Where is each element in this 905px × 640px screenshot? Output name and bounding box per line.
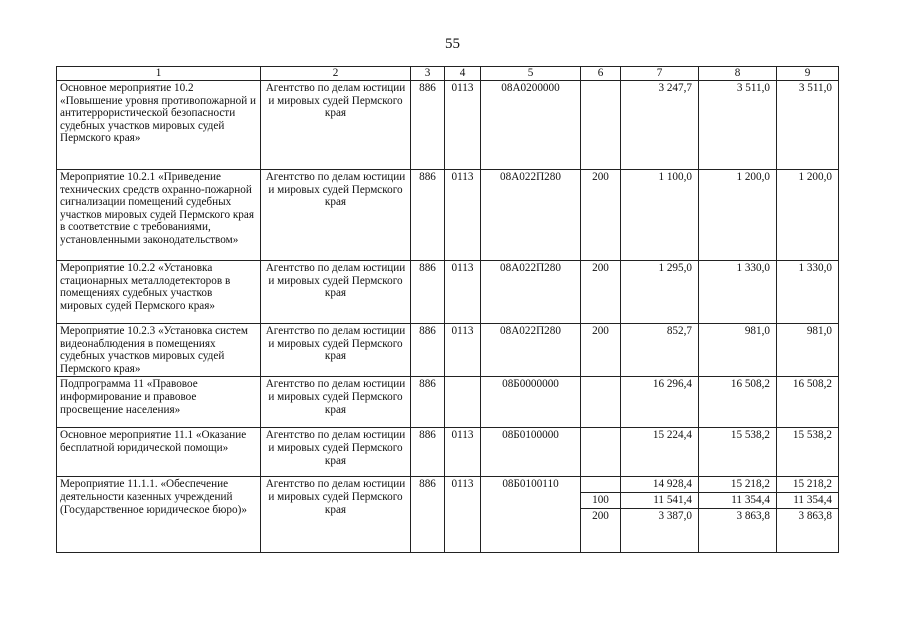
value-col8: 16 508,2 [699,377,777,428]
value-col7: 3 387,0 [621,508,699,552]
section-code: 0113 [445,261,481,324]
column-header: 3 [411,67,445,81]
value-col7: 15 224,4 [621,428,699,477]
csr-code: 08А0200000 [481,81,581,170]
grbs-code: 886 [411,81,445,170]
value-col9: 11 354,4 [777,492,839,508]
value-col9: 1 200,0 [777,170,839,261]
value-col8: 1 330,0 [699,261,777,324]
budget-table [56,66,839,553]
value-col7: 1 295,0 [621,261,699,324]
section-code: 0113 [445,170,481,261]
vr-code: 100 [581,492,621,508]
csr-code: 08Б0000000 [481,377,581,428]
value-col9: 15 538,2 [777,428,839,477]
value-col9: 3 863,8 [777,508,839,552]
grbs-code: 886 [411,324,445,377]
value-col8: 3 863,8 [699,508,777,552]
vr-code: 200 [581,508,621,552]
agency: Агентство по делам юстиции и мировых судей Пермского края [261,477,411,552]
value-col7: 14 928,4 [621,477,699,493]
table-row [57,81,839,170]
value-col9: 16 508,2 [777,377,839,428]
page-number: 55 [445,36,460,52]
column-header: 5 [481,67,581,81]
agency: Агентство по делам юстиции и мировых судей Пермского края [261,261,411,324]
column-header: 1 [57,67,261,81]
vr-code: 200 [581,261,621,324]
vr-code [581,81,621,170]
agency: Агентство по делам юстиции и мировых судей Пермского края [261,428,411,477]
value-col8: 15 218,2 [699,477,777,493]
table-row [57,170,839,261]
agency: Агентство по делам юстиции и мировых судей Пермского края [261,377,411,428]
grbs-code: 886 [411,477,445,552]
csr-code: 08Б0100110 [481,477,581,552]
agency: Агентство по делам юстиции и мировых судей Пермского края [261,324,411,377]
value-col7: 852,7 [621,324,699,377]
table-row [57,377,839,428]
table-row [57,428,839,477]
item-name: Основное мероприятие 10.2 «Повышение уровня противопожарной и антитеррористической безопасности судебных участков мировых судей Пермского края» [57,81,261,170]
column-header: 2 [261,67,411,81]
table-row [57,324,839,377]
column-header: 9 [777,67,839,81]
csr-code: 08Б0100000 [481,428,581,477]
item-name: Мероприятие 10.2.1 «Приведение технических средств охранно-пожарной сигнализации помещений судебных участков мировых судей Пермского края в соответствие с требованиями, установленными законодательством» [57,170,261,261]
section-code: 0113 [445,324,481,377]
section-code [445,377,481,428]
item-name: Подпрограмма 11 «Правовое информирование и правовое просвещение населения» [57,377,261,428]
agency: Агентство по делам юстиции и мировых судей Пермского края [261,81,411,170]
column-header: 7 [621,67,699,81]
grbs-code: 886 [411,261,445,324]
value-col7: 1 100,0 [621,170,699,261]
section-code: 0113 [445,477,481,552]
table-row [57,477,839,493]
value-col9: 15 218,2 [777,477,839,493]
item-name: Основное мероприятие 11.1 «Оказание бесплатной юридической помощи» [57,428,261,477]
agency: Агентство по делам юстиции и мировых судей Пермского края [261,170,411,261]
item-name: Мероприятие 10.2.3 «Установка систем видеонаблюдения в помещениях судебных участков мировых судей Пермского края» [57,324,261,377]
value-col8: 11 354,4 [699,492,777,508]
value-col8: 1 200,0 [699,170,777,261]
value-col8: 15 538,2 [699,428,777,477]
grbs-code: 886 [411,377,445,428]
vr-code: 200 [581,170,621,261]
value-col9: 3 511,0 [777,81,839,170]
table-row [57,261,839,324]
value-col7: 11 541,4 [621,492,699,508]
csr-code: 08А022П280 [481,324,581,377]
column-header: 8 [699,67,777,81]
item-name: Мероприятие 10.2.2 «Установка стационарных металлодетекторов в помещениях судебных участков мировых судей Пермского края» [57,261,261,324]
csr-code: 08А022П280 [481,261,581,324]
vr-code [581,428,621,477]
value-col7: 16 296,4 [621,377,699,428]
value-col9: 981,0 [777,324,839,377]
item-name: Мероприятие 11.1.1. «Обеспечение деятельности казенных учреждений (Государственное юридическое бюро)» [57,477,261,552]
vr-code: 200 [581,324,621,377]
value-col7: 3 247,7 [621,81,699,170]
csr-code: 08А022П280 [481,170,581,261]
column-header: 4 [445,67,481,81]
value-col8: 3 511,0 [699,81,777,170]
vr-code [581,377,621,428]
value-col8: 981,0 [699,324,777,377]
column-header: 6 [581,67,621,81]
vr-code [581,477,621,493]
header-row [57,67,839,81]
section-code: 0113 [445,428,481,477]
section-code: 0113 [445,81,481,170]
value-col9: 1 330,0 [777,261,839,324]
grbs-code: 886 [411,428,445,477]
grbs-code: 886 [411,170,445,261]
